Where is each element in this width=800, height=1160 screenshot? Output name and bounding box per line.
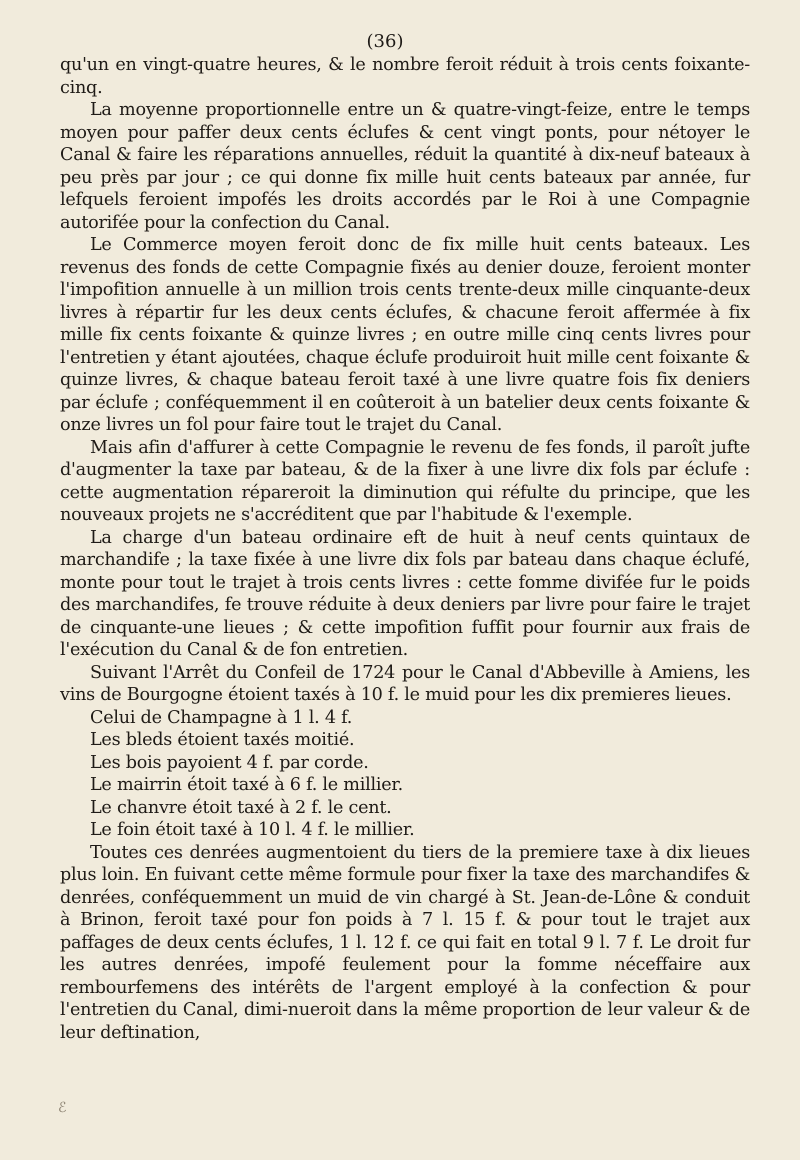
paragraph: Le Commerce moyen feroit donc de fix mille huit cents bateaux. Les revenus des fonds de cette Compagnie fixés au denier douze, feroient monter l'impofition annuelle à un million trois cents trente-deux mille cinquante-deux livres à répartir fur les deux cents éclufes, & chacune feroit affermée à fix mille fix cents foixante & quinze livres ; en outre mille cinq cents livres pour l'entretien y étant ajoutées, chaque éclufe produiroit huit mille cent foixante & quinze livres, & chaque bateau feroit taxé à une livre quatre fois fix deniers par éclufe ; conféquemment il en coûteroit à un batelier deux cents foixante & onze livres un fol pour faire tout le trajet du Canal. (60, 235, 750, 435)
page-number: (36) (366, 31, 404, 52)
paragraph: La moyenne proportionnelle entre un & quatre-vingt-feize, entre le temps moyen pour paffer deux cents éclufes & cent vingt ponts, pour nétoyer le Canal & faire les réparations annuelles, réduit la quantité à dix-neuf bateaux à peu près par jour ; ce qui donne fix mille huit cents bateaux par année, fur lefquels feroient impofés les droits accordés par le Roi à une Compagnie autorifée pour la confection du Canal. (60, 100, 750, 233)
tariff-line: Le chanvre étoit taxé à 2 f. le cent. (90, 797, 392, 818)
paragraph: Toutes ces denrées augmentoient du tiers de la premiere taxe à dix lieues plus loin. En fuivant cette même formule pour fixer la taxe des marchandifes & denrées, conféquemment un muid de vin chargé à St. Jean-de-Lône & conduit à Brinon, feroit taxé pour fon poids à 7 l. 15 f. & pour tout le trajet aux paffages de deux cents éclufes, 1 l. 12 f. ce qui fait en total 9 l. 7 f. Le droit fur les autres denrées, impofé feulement pour la fomme néceffaire aux rembourfemens des intérêts de l'argent employé à la confection & pour l'entretien du Canal, dimi-nueroit dans la même proportion de leur valeur & de leur deftination, (60, 842, 750, 1043)
paragraph: Suivant l'Arrêt du Confeil de 1724 pour le Canal d'Abbeville à Amiens, les vins de Bourgogne étoient taxés à 10 f. le muid pour les dix premieres lieues. (60, 662, 750, 705)
paragraph: La charge d'un bateau ordinaire eft de huit à neuf cents quintaux de marchandife ; la taxe fixée à une livre dix fols par bateau dans chaque éclufé, monte pour tout le trajet à trois cents livres : cette fomme divifée fur le poids des marchandifes, fe trouve réduite à deux deniers par livre pour faire le trajet de cinquante-une lieues ; & cette impofition fuffit pour fournir aux frais de l'exécution du Canal & de fon entretien. (60, 527, 750, 660)
tariff-line: Le mairrin étoit taxé à 6 f. le millier. (90, 775, 403, 795)
tariff-line: Les bois payoient 4 f. par corde. (90, 752, 369, 773)
body-text (60, 54, 750, 1044)
margin-mark: ℰ (58, 1100, 67, 1116)
tariff-line: Les bleds étoient taxés moitié. (90, 730, 355, 750)
tariff-line: Celui de Champagne à 1 l. 4 f. (90, 707, 353, 728)
paragraph: qu'un en vingt-quatre heures, & le nombre feroit réduit à trois cents foixante-cinq. (60, 55, 750, 98)
tariff-line: Le foin étoit taxé à 10 l. 4 f. le millier. (90, 820, 415, 840)
paragraph: Mais afin d'affurer à cette Compagnie le revenu de fes fonds, il paroît jufte d'augmenter la taxe par bateau, & de la fixer à une livre dix fols par éclufe : cette augmentation répareroit la diminution qui réfulte du principe, que les nouveaux projets ne s'accréditent que par l'habitude & l'exemple. (60, 437, 750, 525)
